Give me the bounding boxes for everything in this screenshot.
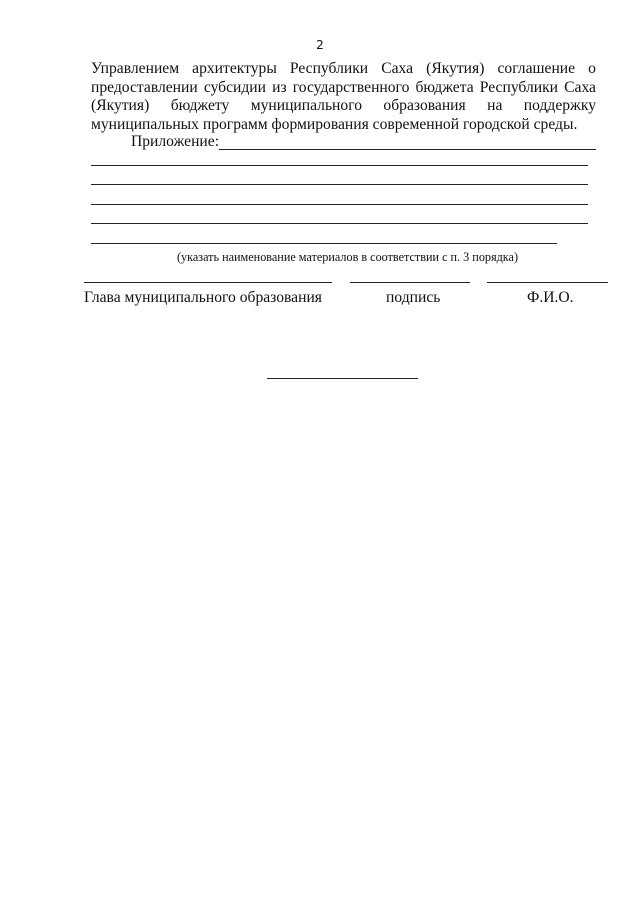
annex-row	[91, 133, 596, 153]
word: субсидии	[203, 78, 266, 96]
word: на	[487, 97, 503, 114]
word: о	[588, 60, 596, 77]
name-label: Ф.И.О.	[527, 289, 574, 306]
word: из	[272, 78, 287, 96]
paragraph-line-1	[91, 60, 596, 79]
word: муниципальных программ формирования современной городской среды.	[91, 115, 578, 133]
blank-fill-line	[91, 165, 588, 166]
instruction-hint: (указать наименование материалов в соответствии с п. 3 порядка)	[176, 250, 519, 264]
word: Республики	[289, 60, 369, 77]
annex-fill-line	[217, 149, 596, 150]
word: бюджета	[415, 78, 474, 96]
word: предоставлении	[91, 78, 198, 96]
word: образования	[383, 97, 466, 114]
word: Саха	[564, 78, 596, 96]
end-of-document-rule	[267, 378, 418, 379]
paragraph-line-4	[91, 116, 596, 135]
word: соглашение	[497, 60, 576, 77]
word: архитектуры	[192, 60, 277, 77]
name-signature-line	[487, 282, 608, 283]
blank-fill-line	[91, 243, 557, 244]
blank-fill-line	[91, 204, 588, 205]
position-label: Глава муниципального образования	[84, 289, 322, 306]
word: бюджету	[170, 97, 230, 114]
annex-label: Приложение:	[131, 133, 220, 150]
word: государственного	[292, 78, 410, 96]
page-number: 2	[316, 38, 324, 52]
signature-label: подпись	[386, 289, 441, 306]
signature-line	[350, 282, 470, 283]
word: муниципального	[250, 97, 363, 114]
position-signature-line	[84, 282, 332, 283]
word: Республики	[479, 78, 559, 96]
paragraph	[91, 60, 596, 134]
word: поддержку	[523, 97, 596, 114]
paragraph-line-2	[91, 79, 596, 98]
blank-fill-line	[91, 184, 588, 185]
paragraph-line-3	[91, 97, 596, 116]
word: Саха	[381, 60, 414, 77]
word: (Якутия)	[426, 60, 485, 77]
word: Управлением	[91, 60, 180, 77]
blank-fill-line	[91, 223, 588, 224]
word: (Якутия)	[91, 97, 150, 114]
